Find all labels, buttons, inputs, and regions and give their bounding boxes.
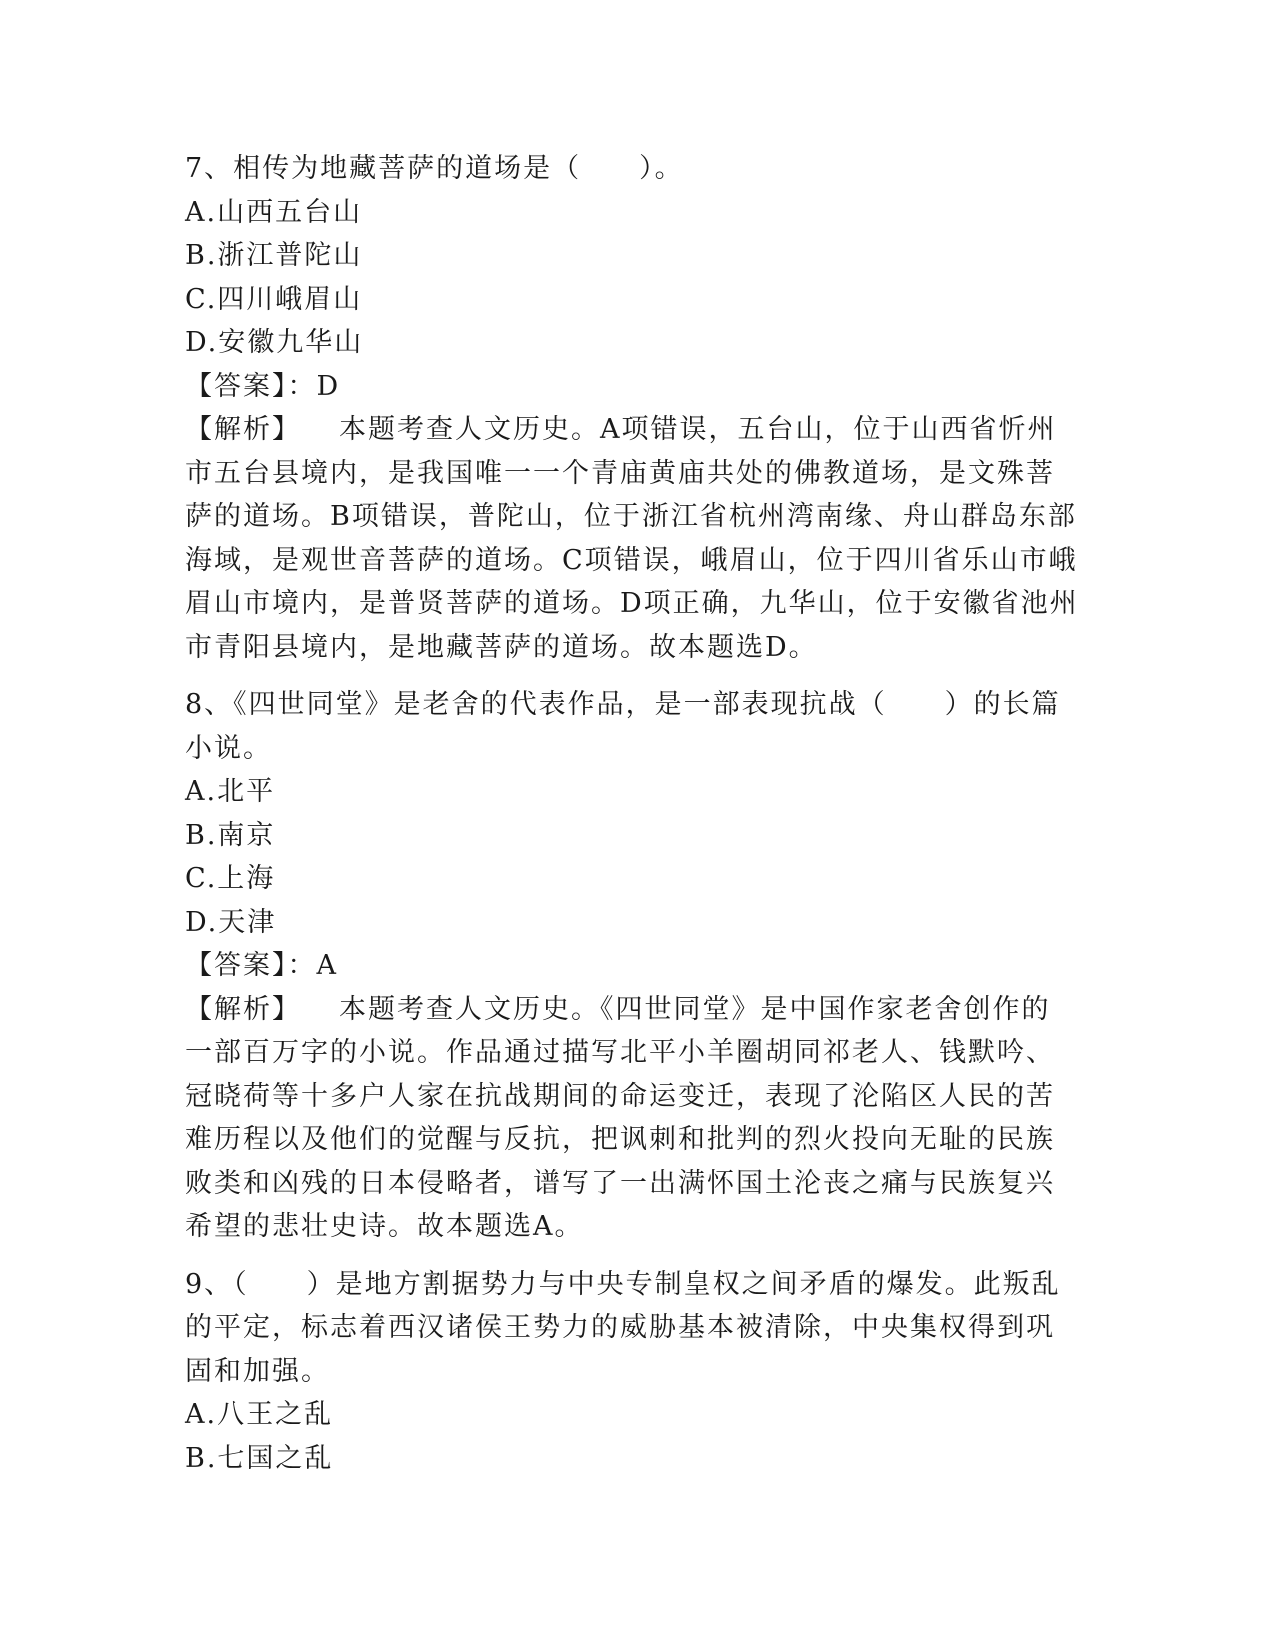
question-8 bbox=[185, 683, 1085, 1249]
analysis-line bbox=[185, 408, 1085, 452]
question-stem: 7、相传为地藏菩萨的道场是（ ）。 bbox=[185, 153, 684, 184]
analysis-text: 眉山市境内，是普贤菩萨的道场。D项正确，九华山，位于安徽省池州 bbox=[185, 588, 1079, 619]
analysis-text: 难历程以及他们的觉醒与反抗，把讽刺和批判的烈火投向无耻的民族 bbox=[185, 1124, 1055, 1155]
answer-label: 【答案】： bbox=[185, 950, 317, 981]
question-stem: 固和加强。 bbox=[185, 1355, 330, 1387]
answer-line bbox=[185, 944, 1085, 988]
option-c: C.上海 bbox=[185, 863, 276, 894]
analysis-text: 市五台县境内，是我国唯一一个青庙黄庙共处的佛教道场，是文殊菩 bbox=[185, 457, 1055, 489]
answer-value: D bbox=[316, 370, 341, 402]
question-9 bbox=[185, 1263, 1085, 1481]
answer-value: A bbox=[316, 950, 338, 981]
question-7 bbox=[185, 147, 1085, 669]
answer-line bbox=[185, 365, 1085, 409]
analysis-text: 萨的道场。B项错误，普陀山，位于浙江省杭州湾南缘、舟山群岛东部 bbox=[185, 501, 1077, 532]
analysis-text: 海域，是观世音菩萨的道场。C项错误，峨眉山，位于四川省乐山市峨 bbox=[185, 544, 1078, 576]
analysis-text: 冠晓荷等十多户人家在抗战期间的命运变迁，表现了沦陷区人民的苦 bbox=[185, 1080, 1055, 1112]
analysis-line bbox=[185, 988, 1085, 1032]
option-d: D.天津 bbox=[185, 906, 277, 938]
option-d: D.安徽九华山 bbox=[185, 327, 364, 358]
analysis-text: 本题考查人文历史。《四世同堂》是中国作家老舍创作的 bbox=[339, 993, 1051, 1025]
question-stem: 的平定，标志着西汉诸侯王势力的威胁基本被清除，中央集权得到巩 bbox=[185, 1312, 1055, 1343]
option-c: C.四川峨眉山 bbox=[185, 283, 363, 315]
question-stem: 小说。 bbox=[185, 732, 272, 764]
analysis-text: 败类和凶残的日本侵略者，谱写了一出满怀国土沦丧之痛与民族复兴 bbox=[185, 1167, 1055, 1199]
answer-label: 【答案】： bbox=[185, 370, 317, 402]
option-b: B.七国之乱 bbox=[185, 1442, 334, 1474]
option-b: B.南京 bbox=[185, 819, 276, 851]
analysis-label: 【解析】 bbox=[185, 414, 301, 445]
analysis-text: 本题考查人文历史。A项错误，五台山，位于山西省忻州 bbox=[339, 414, 1057, 445]
analysis-label: 【解析】 bbox=[185, 993, 301, 1025]
option-a: A.北平 bbox=[185, 776, 276, 807]
analysis-text: 一部百万字的小说。作品通过描写北平小羊圈胡同祁老人、钱默吟、 bbox=[185, 1037, 1055, 1068]
option-a: A.山西五台山 bbox=[185, 196, 363, 228]
option-b: B.浙江普陀山 bbox=[185, 240, 363, 271]
question-stem: 9、（ ）是地方割据势力与中央专制皇权之间矛盾的爆发。此叛乱 bbox=[185, 1268, 1061, 1300]
analysis-text: 市青阳县境内，是地藏菩萨的道场。故本题选D。 bbox=[185, 631, 818, 663]
analysis-text: 希望的悲壮史诗。故本题选A。 bbox=[185, 1211, 584, 1242]
question-stem: 8、《四世同堂》是老舍的代表作品，是一部表现抗战（ ）的长篇 bbox=[185, 689, 1061, 720]
option-a: A.八王之乱 bbox=[185, 1399, 334, 1430]
document-page bbox=[185, 147, 1085, 1480]
